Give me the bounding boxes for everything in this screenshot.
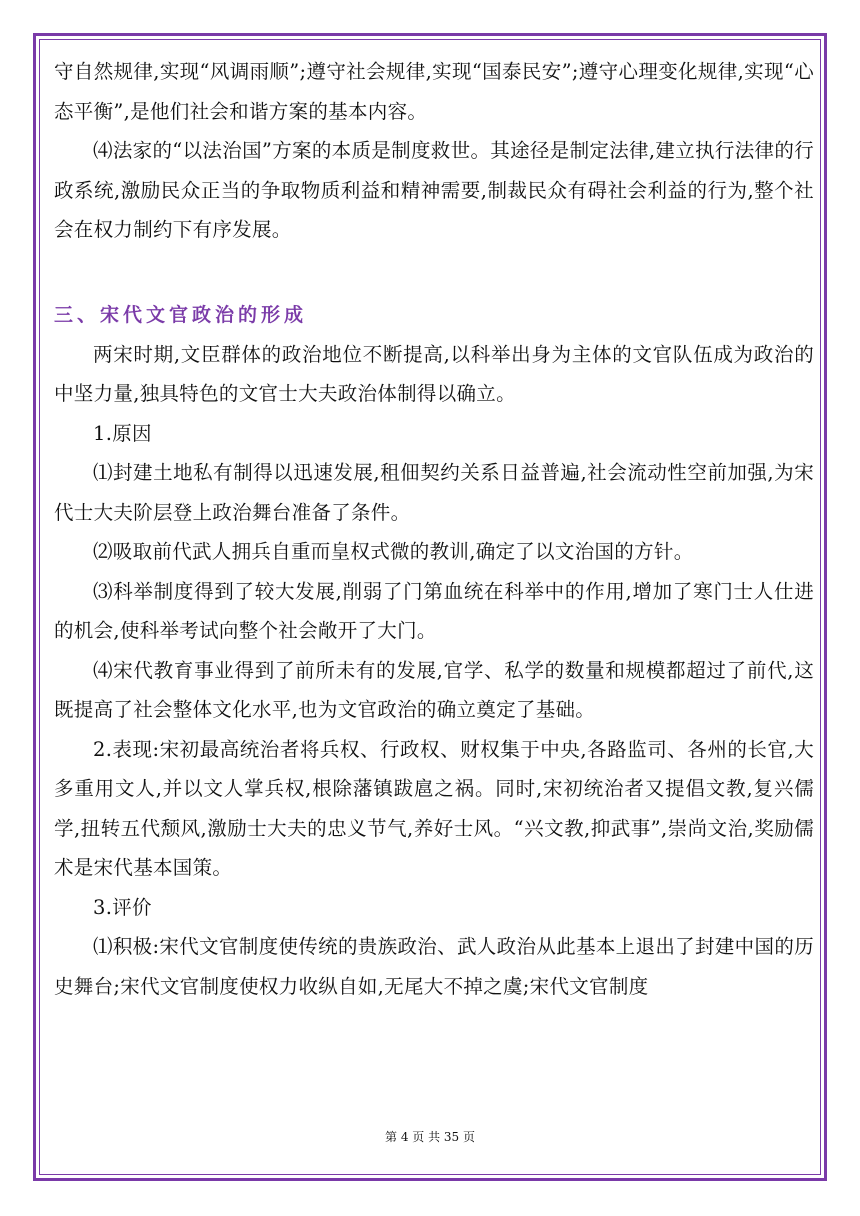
- subheading-causes: 1.原因: [93, 421, 152, 445]
- list-item: ⑶科举制度得到了较大发展,削弱了门第血统在科举中的作用,增加了寒门士人仕进的机会,使科举考试向整个社会敞开了大门。: [54, 579, 814, 642]
- document-body: [54, 52, 814, 1006]
- paragraph-manifestation: 2.表现:宋初最高统治者将兵权、行政权、财权集于中央,各路监司、各州的长官,大多重用文人,并以文人掌兵权,根除藩镇跋扈之祸。同时,宋初统治者又提倡文教,复兴儒学,扭转五代颓风,激励士大夫的忠义节气,养好士风。“兴文教,抑武事”,崇尚文治,奖励儒术是宋代基本国策。: [54, 737, 814, 879]
- paragraph-legalism: ⑷法家的“以法治国”方案的本质是制度救世。其途径是制定法律,建立执行法律的行政系统,激励民众正当的争取物质利益和精神需要,制裁民众有碍社会利益的行为,整个社会在权力制约下有序发展。: [54, 139, 814, 241]
- page-number-footer: 第 4 页 共 35 页: [385, 1130, 475, 1144]
- list-item: ⑷宋代教育事业得到了前所未有的发展,官学、私学的数量和规模都超过了前代,这既提高了社会整体文化水平,也为文官政治的确立奠定了基础。: [54, 658, 814, 721]
- list-item: ⑵吸取前代武人拥兵自重而皇权式微的教训,确定了以文治国的方针。: [93, 540, 694, 563]
- paragraph-continuation: 守自然规律,实现“风调雨顺”;遵守社会规律,实现“国泰民安”;遵守心理变化规律,实现“心态平衡”,是他们社会和谐方案的基本内容。: [54, 60, 814, 123]
- paragraph-intro: 两宋时期,文臣群体的政治地位不断提高,以科举出身为主体的文官队伍成为政治的中坚力量,独具特色的文官士大夫政治体制得以确立。: [54, 342, 814, 405]
- subheading-evaluation: 3.评价: [93, 895, 152, 919]
- section-gap: [54, 250, 814, 295]
- section-heading: 三、宋代文官政治的形成: [54, 303, 308, 326]
- list-item: ⑴积极:宋代文官制度使传统的贵族政治、武人政治从此基本上退出了封建中国的历史舞台;宋代文官制度使权力收纵自如,无尾大不掉之虞;宋代文官制度: [54, 935, 814, 998]
- list-item: ⑴封建土地私有制得以迅速发展,租佃契约关系日益普遍,社会流动性空前加强,为宋代士大夫阶层登上政治舞台准备了条件。: [54, 461, 814, 524]
